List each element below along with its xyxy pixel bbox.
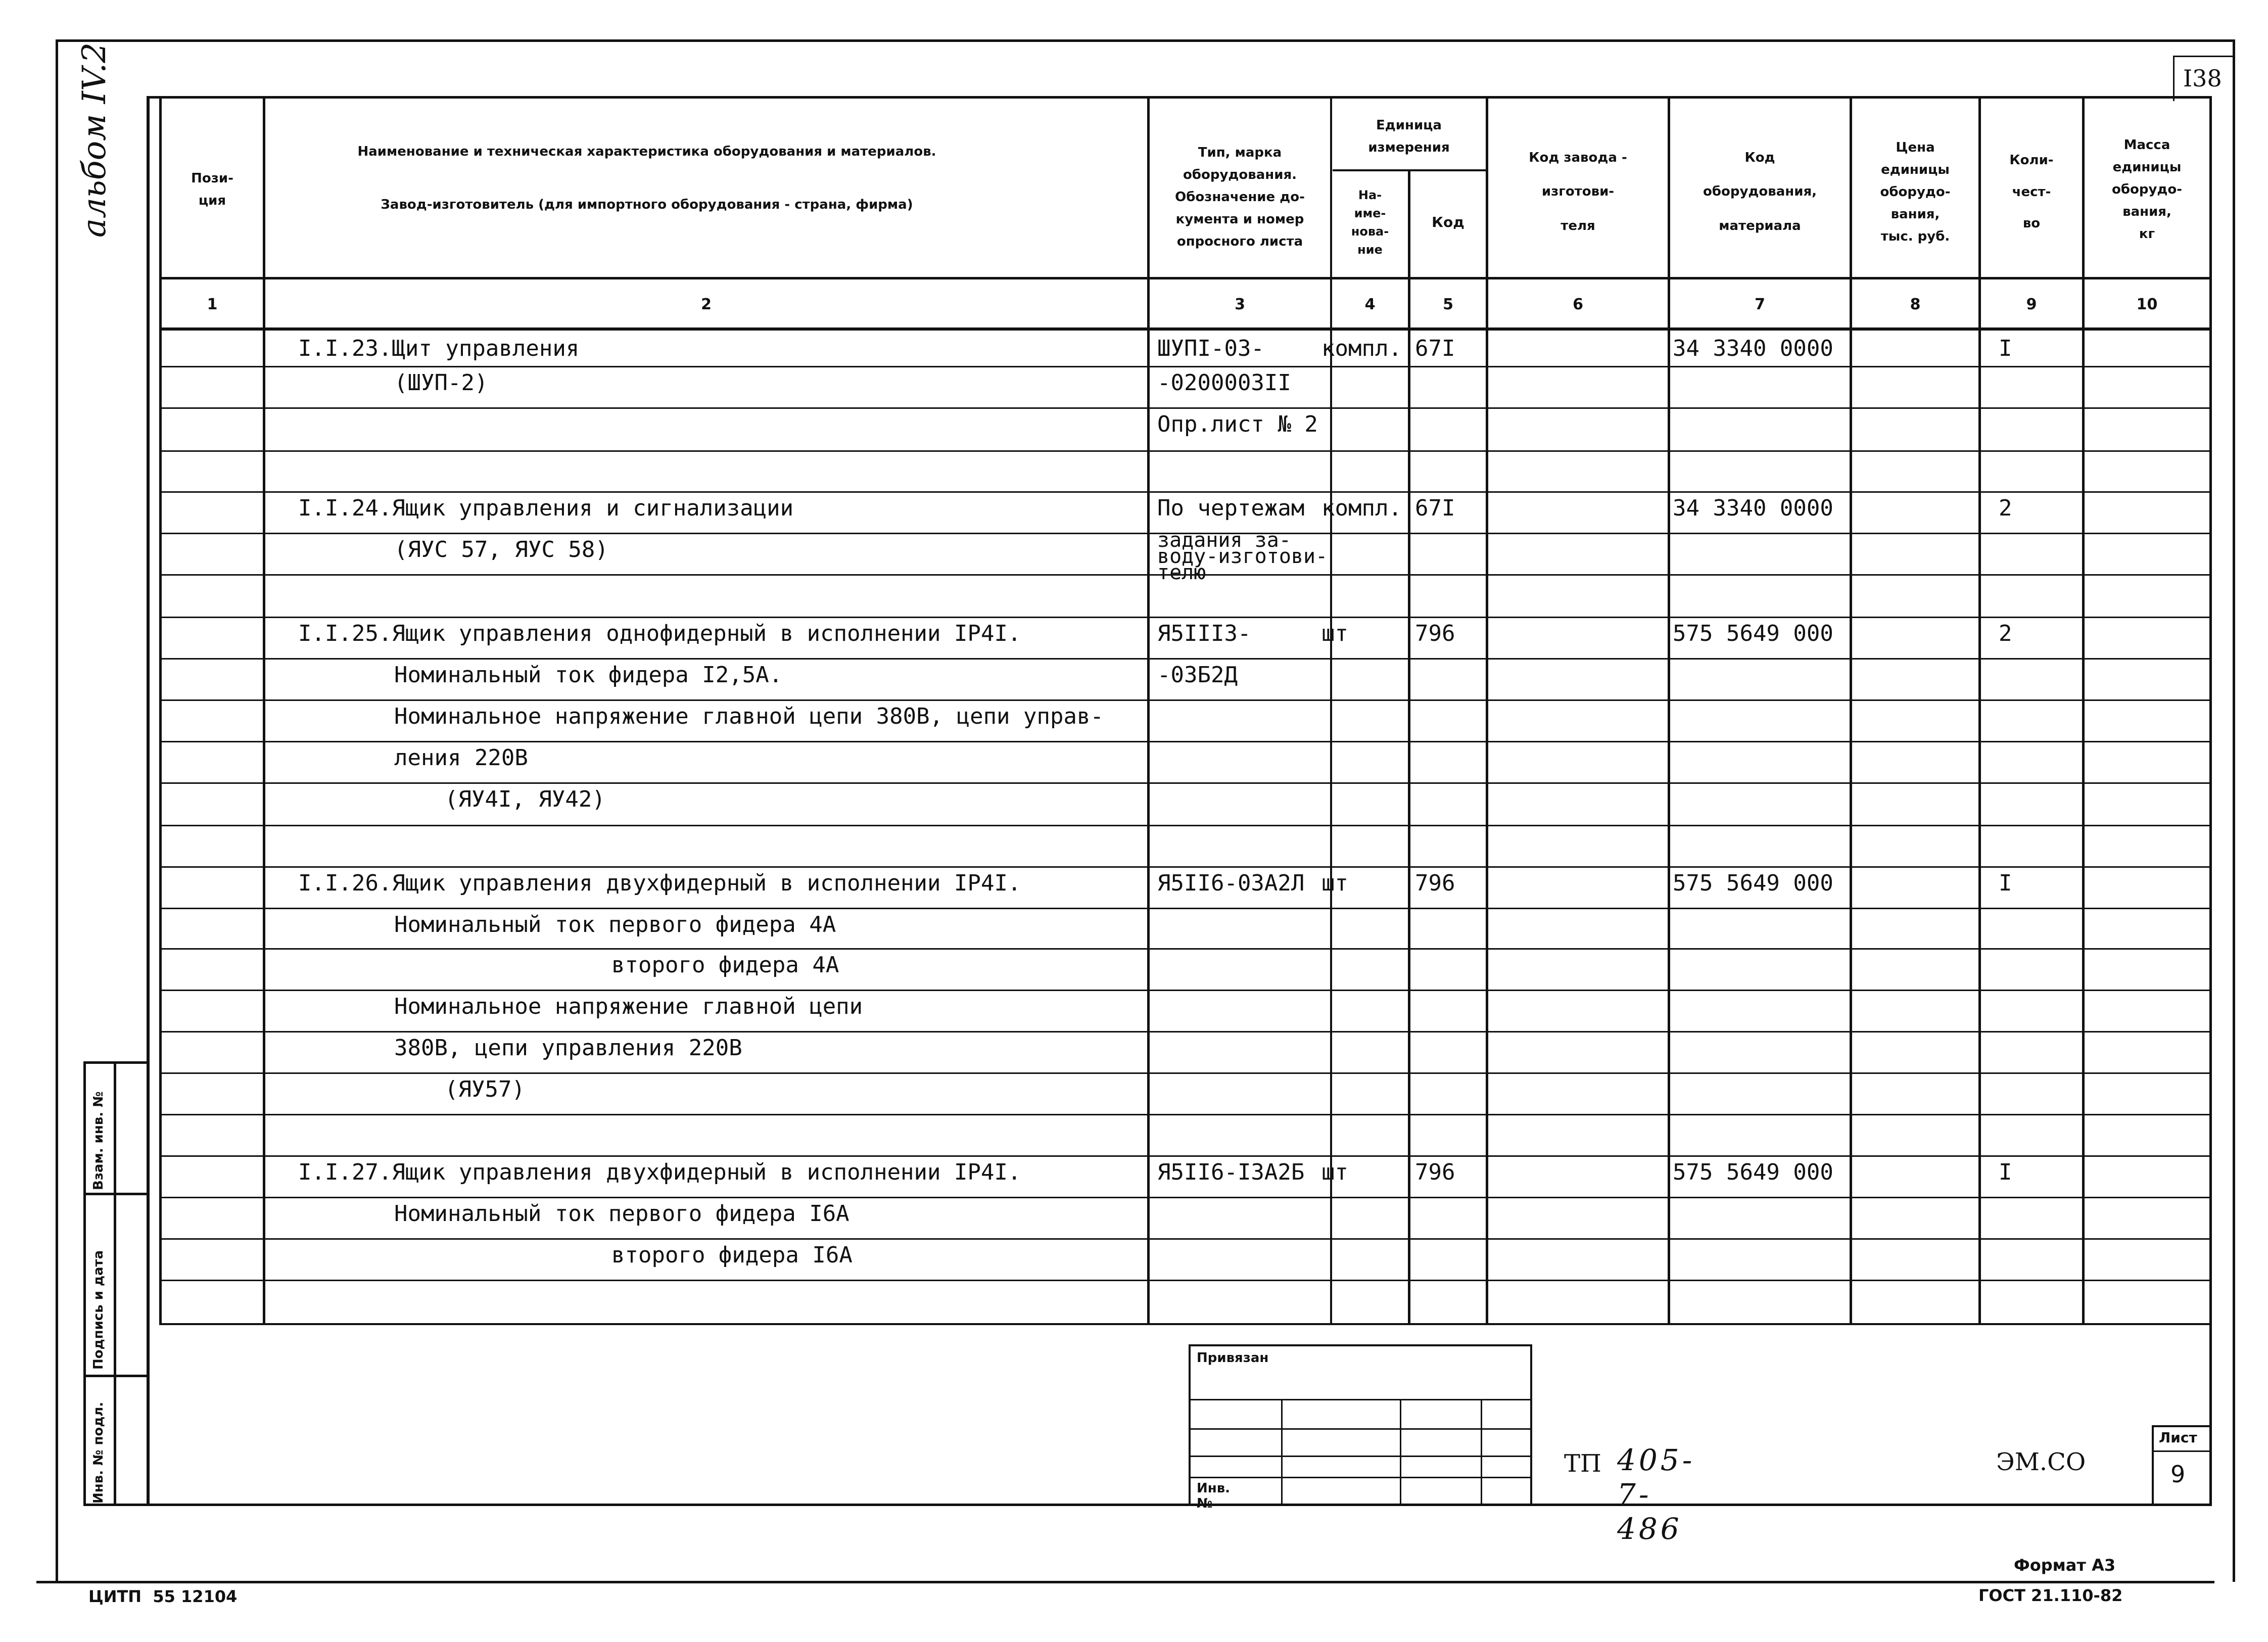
item-type: -0200003II	[1157, 370, 1291, 396]
item-type: Я5II6-03А2Л	[1157, 870, 1305, 896]
item-unit-code: 67I	[1415, 495, 1455, 521]
sheet-corner-number: I38	[2183, 65, 2222, 92]
header-unit-name: На- име- нова- ние	[1351, 188, 1389, 257]
item-equipment-code: 575 5649 000	[1673, 621, 1833, 646]
item-unit: компл.	[1321, 336, 1402, 361]
item-quantity: 2	[1999, 621, 2012, 646]
item-unit-code: 796	[1415, 1159, 1455, 1185]
item-equipment-code: 575 5649 000	[1673, 870, 1833, 896]
item-type: ШУПI-03-	[1157, 336, 1264, 361]
item-unit: шт	[1321, 621, 1348, 646]
item-name: Номинальный ток первого фидера 4А	[394, 912, 836, 937]
col-number: 4	[1364, 296, 1376, 313]
item-name: Номинальный ток первого фидера I6А	[394, 1201, 849, 1227]
header-name-line2: Завод-изготовитель (для импортного оборудования - страна, фирма)	[381, 197, 913, 212]
header-position: Пози- ция	[191, 170, 233, 208]
item-name: (ШУП-2)	[394, 370, 488, 396]
item-name: I.I.24.Ящик управления и сигнализации	[298, 495, 794, 521]
col-number: 6	[1573, 296, 1583, 313]
stamp-signature-date: Подпись и дата	[91, 1250, 106, 1370]
item-name: Номинальный ток фидера I2,5А.	[394, 662, 783, 688]
item-name: 380В, цепи управления 220В	[394, 1035, 742, 1061]
item-quantity: I	[1999, 336, 2012, 361]
stamp-original-inv: Инв. № подл.	[91, 1401, 106, 1504]
handwritten-album-note: альбом IV.2	[76, 42, 113, 238]
item-unit-code: 796	[1415, 870, 1455, 896]
item-name: Номинальное напряжение главной цепи	[394, 994, 863, 1019]
header-unit-code: Код	[1432, 214, 1464, 231]
item-quantity: I	[1999, 870, 2012, 896]
header-units: Единица измерения	[1368, 117, 1450, 155]
footer-tsitp: ЦИТП 55 12104	[88, 1587, 238, 1606]
item-name: второго фидера 4А	[611, 952, 839, 978]
item-name: (ЯУ57)	[445, 1076, 525, 1102]
stamp-replaced-inv: Взам. инв. №	[91, 1091, 106, 1190]
sheet-number: 9	[2170, 1461, 2186, 1488]
item-equipment-code: 34 3340 0000	[1673, 495, 1833, 521]
item-type: Я5II6-I3А2Б	[1157, 1159, 1305, 1185]
header-factory-code: Код завода - изготови- теля	[1529, 150, 1627, 233]
item-type: По чертежам	[1157, 495, 1305, 521]
item-type: -03Б2Д	[1157, 662, 1238, 688]
item-quantity: 2	[1999, 495, 2012, 521]
item-unit: компл.	[1321, 495, 1402, 521]
item-unit-code: 796	[1415, 621, 1455, 646]
col-number: 1	[207, 296, 218, 313]
item-name: I.I.23.Щит управления	[298, 336, 580, 361]
header-quantity: Коли- чест- во	[2009, 153, 2054, 231]
col-number: 2	[701, 296, 712, 313]
item-quantity: I	[1999, 1159, 2012, 1185]
item-unit-code: 67I	[1415, 336, 1455, 361]
col-number: 10	[2136, 296, 2158, 313]
col-number: 9	[2026, 296, 2037, 313]
header-equipment-code: Код оборудования, материала	[1703, 150, 1817, 233]
item-name: Номинальное напряжение главной цепи 380В, цепи управ-	[394, 703, 1104, 729]
item-name: I.I.27.Ящик управления двухфидерный в исполнении IР4I.	[298, 1159, 1021, 1185]
sheet-label: Лист	[2159, 1429, 2197, 1446]
header-name-line1: Наименование и техническая характеристика оборудования и материалов.	[357, 144, 936, 159]
col-number: 5	[1443, 296, 1453, 313]
item-type: Опр.лист № 2	[1157, 411, 1318, 437]
item-unit: шт	[1321, 1159, 1348, 1185]
item-equipment-code: 575 5649 000	[1673, 1159, 1833, 1185]
privyazan-label: Привязан	[1197, 1350, 1269, 1366]
header-type: Тип, марка оборудования. Обозначение до- кумента и номер опросного листа	[1175, 145, 1305, 250]
col-number: 3	[1235, 296, 1245, 313]
item-unit: шт	[1321, 870, 1348, 896]
item-equipment-code: 34 3340 0000	[1673, 336, 1833, 361]
item-name: I.I.26.Ящик управления двухфидерный в исполнении IР4I.	[298, 870, 1021, 896]
tp-label: ТП	[1564, 1449, 1601, 1478]
item-name: (ЯУ4I, ЯУ42)	[445, 786, 605, 812]
item-type: задания за- воду-изготови- телю	[1157, 529, 1328, 584]
header-mass: Масса единицы оборудо- вания, кг	[2111, 137, 2183, 242]
document-code: ЭМ.СО	[1996, 1448, 2086, 1476]
item-name: второго фидера I6А	[611, 1242, 853, 1268]
col-number: 7	[1755, 296, 1765, 313]
item-name: (ЯУС 57, ЯУС 58)	[394, 537, 608, 562]
col-number: 8	[1910, 296, 1921, 313]
tp-number: 405-7-486	[1617, 1443, 1695, 1546]
footer-format: Формат А3	[2014, 1556, 2116, 1575]
inv-number-label: Инв. №	[1197, 1481, 1231, 1511]
item-type: Я5III3-	[1157, 621, 1251, 646]
header-price: Цена единицы оборудо- вания, тыс. руб.	[1880, 139, 1951, 245]
item-name: ления 220В	[394, 745, 528, 771]
footer-gost: ГОСТ 21.110-82	[1978, 1586, 2123, 1605]
item-name: I.I.25.Ящик управления однофидерный в исполнении IР4I.	[298, 621, 1021, 646]
